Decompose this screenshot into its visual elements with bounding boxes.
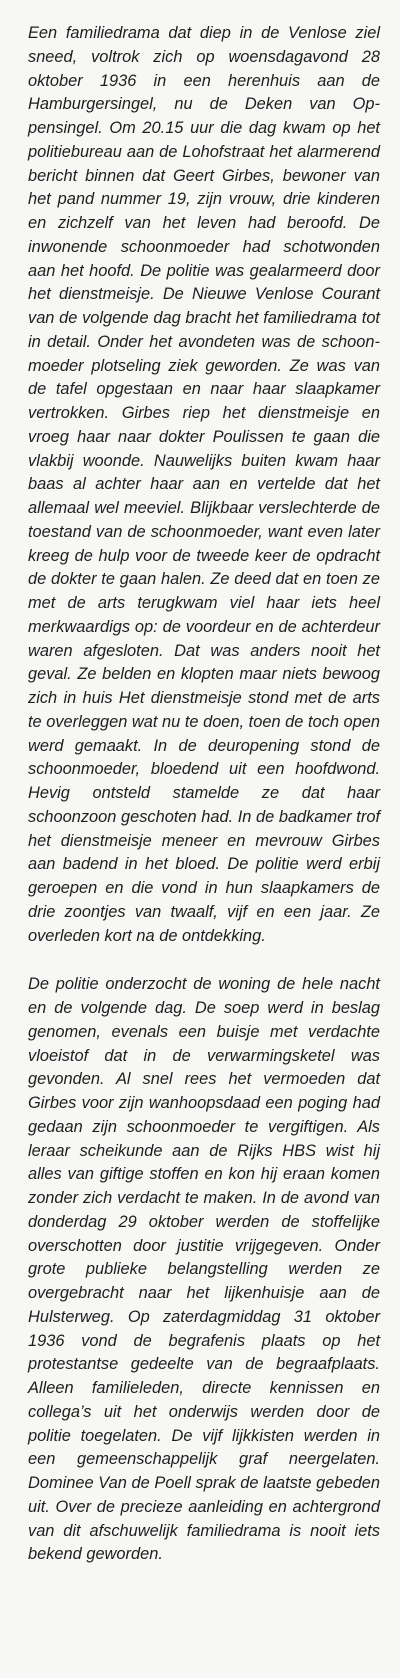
article-paragraph-2: De politie onderzocht de woning de hele nacht en de volgende dag. De soep werd in beslag genomen, evenals een buisje met verdachte vloeistof dat in de verwarmingsketel was gevonden. Al snel rees het vermoeden dat Girbes voor zijn wanhoopsdaad een poging had gedaan zijn schoonmoeder te vergiftigen. Als leraar scheikunde aan de Rijks HBS wist hij alles van giftige stoffen en kon hij eraan komen zonder zich verdacht te maken. In de avond van donderdag 29 oktober werden de stoffelijke overschotten door justitie vrijgegeven. Onder grote publieke belangstelling werden ze overgebracht naar het lijkenhuisje aan de Hulsterweg. Op zaterdagmiddag 31 oktober 1936 vond de begrafenis plaats op het protestantse gedeelte van de begraafplaats. Alleen familieleden, directe kennissen en collega’s uit het onderwijs werden door de politie toegelaten. De vijf lijkkisten werden in een gemeenschappelijk graf neergelaten. Dominee Van de Poell sprak de laatste gebeden uit. Over de precieze aanleiding en achtergrond van dit afschuwelijk familiedrama is nooit iets bekend geworden. [28, 975, 380, 1564]
paragraph-spacer [28, 948, 380, 973]
article-paragraph-1: Een familiedrama dat diep in de Venlose ziel sneed, voltrok zich op woensdagavond 28 oktober 1936 in een herenhuis aan de Hamburgersingel, nu de Deken van Oppensingel. Om 20.15 uur die dag kwam op het politiebureau aan de Lohofstraat het alarmerend bericht binnen dat Geert Girbes, bewoner van het pand nummer 19, zijn vrouw, drie kinderen en zichzelf van het leven had beroofd. De inwonende schoonmoeder had schotwonden aan het hoofd. De politie was gealarmeerd door het dienstmeisje. De Nieuwe Venlose Courant van de volgende dag bracht het familiedrama tot in detail. Onder het avondeten was de schoonmoeder plotseling ziek geworden. Ze was van de tafel opgestaan en naar haar slaapkamer vertrokken. Girbes riep het dienstmeisje en vroeg haar naar dokter Poulissen te gaan die vlakbij woonde. Nauwelijks buiten kwam haar baas al achter haar aan en vertelde dat het allemaal wel meeviel. Blijkbaar verslechterde de toestand van de schoonmoeder, want even later kreeg de hulp voor de tweede keer de opdracht de dokter te gaan halen. Ze deed dat en toen ze met de arts terugkwam viel haar iets heel merkwaardigs op: de voordeur en de achterdeur waren afgesloten. Dat was anders nooit het geval. Ze belden en klopten maar niets bewoog zich in huis Het dienstmeisje stond met de arts te overleggen wat nu te doen, toen de toch open werd gemaakt. In de deuropening stond de schoonmoeder, bloedend uit een hoofdwond. Hevig ontsteld stamelde ze dat haar schoonzoon geschoten had. In de badkamer trof het dienstmeisje meneer en mevrouw Girbes aan badend in het bloed. De politie werd erbij geroepen en die vond in hun slaapkamers de drie zoontjes van twaalf, vijf en een jaar. Ze overleden kort na de ontdekking. [28, 24, 380, 945]
article-column [28, 22, 380, 1567]
